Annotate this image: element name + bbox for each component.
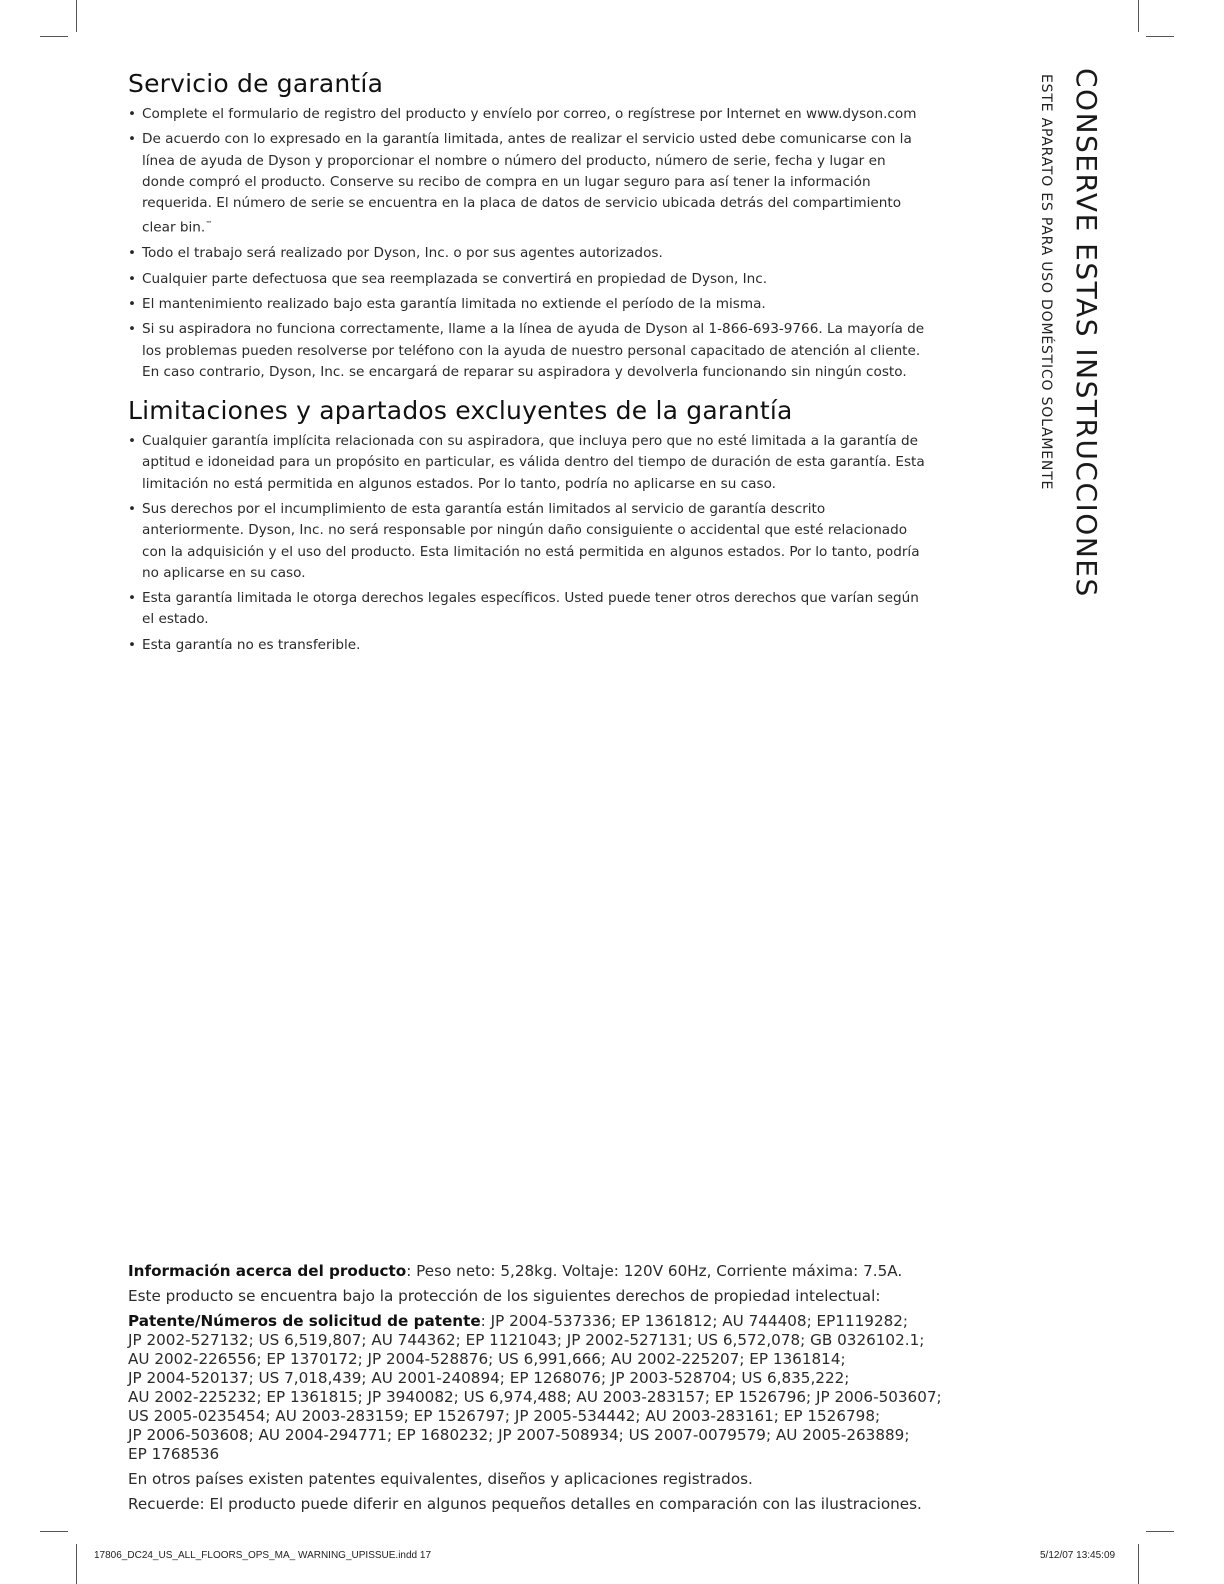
crop-mark [1146, 36, 1174, 37]
crop-mark [76, 1544, 77, 1584]
patent-line: AU 2002-225232; EP 1361815; JP 3940082; US 6,974,488; AU 2003-283157; EP 1526796; JP 2006-503607; [128, 1388, 942, 1406]
patent-line: US 2005-0235454; AU 2003-283159; EP 1526797; JP 2005-534442; AU 2003-283161; EP 1526798; [128, 1407, 881, 1425]
ip-statement: Este producto se encuentra bajo la protección de los siguientes derechos de propiedad intelectual: [128, 1287, 881, 1305]
crop-mark [76, 0, 77, 32]
patent-line: EP 1768536 [128, 1445, 220, 1463]
list-item: • Cualquier parte defectuosa que sea reemplazada se convertirá en propiedad de Dyson, Inc. [128, 269, 928, 290]
list-item: • El mantenimiento realizado bajo esta garantía limitada no extiende el período de la misma. [128, 294, 928, 315]
patent-line: JP 2002-527132; US 6,519,807; AU 744362; EP 1121043; JP 2002-527131; US 6,572,078; GB 0326102.1; [128, 1331, 925, 1349]
patent-line: JP 2004-520137; US 7,018,439; AU 2001-240894; EP 1268076; JP 2003-528704; US 6,835,222; [128, 1369, 850, 1387]
crop-mark [1146, 1531, 1174, 1532]
print-slug-datetime: 5/12/07 13:45:09 [1040, 1550, 1116, 1561]
product-specs: Información acerca del producto: Peso neto: 5,28kg. Voltaje: 120V 60Hz, Corriente máxima: 7.5A. [128, 1262, 903, 1280]
list-item: • Si su aspiradora no funciona correctamente, llame a la línea de ayuda de Dyson al 1-866-693-9766. La mayoría de los problemas pueden resolverse por teléfono con la ayuda de nuestro personal capacitado de atención al cliente. En caso contrario, Dyson, Inc. se encargará de reparar su aspiradora y devolverla funcionando sin ningún costo. [128, 319, 928, 383]
list-item: • Cualquier garantía implícita relacionada con su aspiradora, que incluya pero que no esté limitada a la garantía de aptitud e idoneidad para un propósito en particular, es válida dentro del tiempo de duración de esta garantía. Esta limitación no está permitida en algunos estados. Por lo tanto, podría no aplicarse en su caso. [128, 431, 928, 495]
crop-mark [40, 1531, 68, 1532]
heading-warranty-service: Servicio de garantía [128, 69, 384, 98]
print-slug-file: 17806_DC24_US_ALL_FLOORS_OPS_MA_ WARNING_UPISSUE.indd 17 [94, 1550, 432, 1561]
crop-mark [1138, 1544, 1139, 1584]
patent-line: Patente/Números de solicitud de patente: JP 2004-537336; EP 1361812; AU 744408; EP1119282; [128, 1312, 909, 1330]
heading-limitations: Limitaciones y apartados excluyentes de la garantía [128, 396, 793, 426]
list-item: • Sus derechos por el incumplimiento de esta garantía están limitados al servicio de garantía descrito anteriormente. Dyson, Inc. no será responsable por ningún daño consiguiente o accidental que esté relacionado con la adquisición y el uso del producto. Esta limitación no está permitida en algunos estados. Por lo tanto, podría no aplicarse en su caso. [128, 499, 928, 584]
main-content [128, 68, 928, 660]
list-item: • Complete el formulario de registro del producto y envíelo por correo, o regístrese por Internet en www.dyson.com [128, 104, 928, 125]
warranty-service-list [128, 104, 928, 383]
trademark-mark: ™ [205, 220, 213, 229]
side-banner [1030, 68, 1110, 668]
list-item: • Esta garantía no es transferible. [128, 635, 928, 656]
reminder-note: Recuerde: El producto puede diferir en algunos pequeños detalles en comparación con las ilustraciones. [128, 1495, 922, 1513]
other-countries-note: En otros países existen patentes equivalentes, diseños y aplicaciones registrados. [128, 1470, 753, 1488]
crop-mark [40, 36, 68, 37]
limitations-list [128, 431, 928, 656]
side-title: CONSERVE ESTAS INSTRUCCIONES [1070, 68, 1103, 598]
crop-mark [1138, 0, 1139, 32]
product-info [128, 1262, 1008, 1514]
list-item: • Todo el trabajo será realizado por Dyson, Inc. o por sus agentes autorizados. [128, 243, 928, 264]
patent-line: AU 2002-226556; EP 1370172; JP 2004-528876; US 6,991,666; AU 2002-225207; EP 1361814; [128, 1350, 846, 1368]
patent-line: JP 2006-503608; AU 2004-294771; EP 1680232; JP 2007-508934; US 2007-0079579; AU 2005-263889; [128, 1426, 910, 1444]
side-subtitle: ESTE APARATO ES PARA USO DOMÉSTICO SOLAMENTE [1038, 74, 1054, 491]
list-item: • Esta garantía limitada le otorga derechos legales específicos. Usted puede tener otros derechos que varían según el estado. [128, 588, 928, 631]
list-item: • De acuerdo con lo expresado en la garantía limitada, antes de realizar el servicio usted debe comunicarse con la línea de ayuda de Dyson y proporcionar el nombre o número del producto, número de serie, fecha y lugar en donde compró el producto. Conserve su recibo de compra en un lugar seguro para así tener la información requerida. El número de serie se encuentra en la placa de datos de servicio ubicada detrás del compartimiento clear bin.™ [128, 129, 928, 239]
